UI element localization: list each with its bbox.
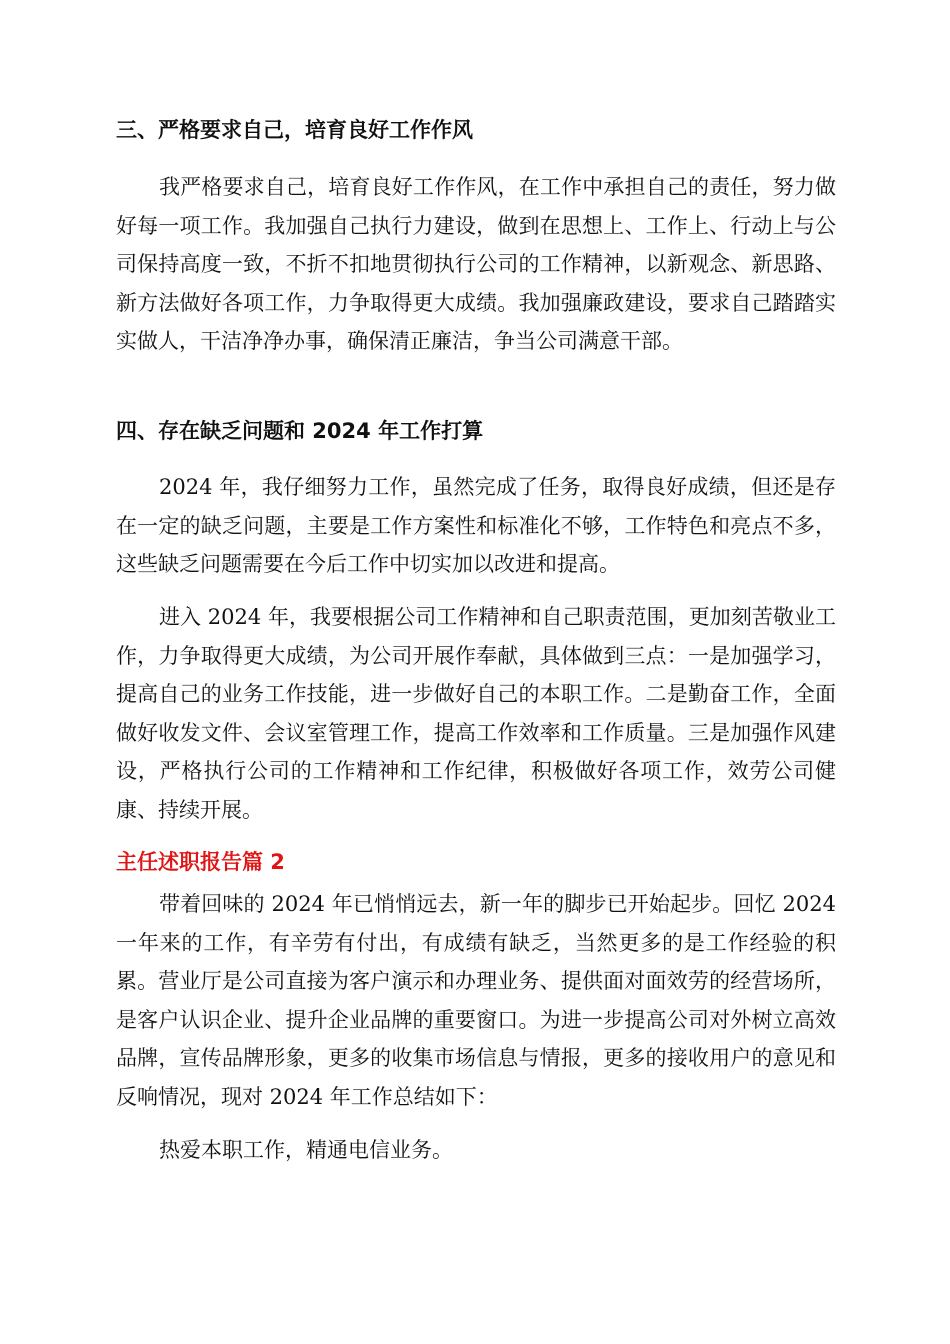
report-2-paragraph-2: 热爱本职工作，精通电信业务。 <box>159 1138 453 1162</box>
section-3-heading: 三、严格要求自己，培育良好工作作风 <box>116 118 473 142</box>
section-4-heading: 四、存在缺乏问题和 2024 年工作打算 <box>116 419 484 443</box>
section-3-paragraph: 我严格要求自己，培育良好工作作风，在工作中承担自己的责任，努力做好每一项工作。我加强自己执行力建设，做到在思想上、工作上、行动上与公司保持高度一致，不折不扣地贯彻执行公司的工作精神，以新观念、新思路、新方法做好各项工作，力争取得更大成绩。我加强廉政建设，要求自己踏踏实实做人，干洁净净办事，确保清正廉洁，争当公司满意干部。 <box>116 175 836 354</box>
report-2-body-2 <box>116 1131 836 1170</box>
report-2-paragraph-1: 带着回味的 2024 年已悄悄远去，新一年的脚步已开始起步。回忆 2024 一年来的工作，有辛劳有付出，有成绩有缺乏，当然更多的是工作经验的积累。营业厅是公司直接为客户演示和办理业务、提供面对面效劳的经营场所，是客户认识企业、提升企业品牌的重要窗口。为进一步提高公司对外树立高效品牌，宣传品牌形象，更多的收集市场信息与情报，更多的接收用户的意见和反响情况，现对 2024 年工作总结如下： <box>116 892 836 1109</box>
section-4-paragraph-1: 2024 年，我仔细努力工作，虽然完成了任务，取得良好成绩，但还是存在一定的缺乏问题，主要是工作方案性和标准化不够，工作特色和亮点不多，这些缺乏问题需要在今后工作中切实加以改进和提高。 <box>116 475 836 577</box>
section-4-body-1 <box>116 468 836 584</box>
report-2-body-1 <box>116 885 836 1117</box>
section-4-paragraph-2: 进入 2024 年，我要根据公司工作精神和自己职责范围，更加刻苦敬业工作，力争取得更大成绩，为公司开展作奉献，具体做到三点：一是加强学习，提高自己的业务工作技能，进一步做好自己的本职工作。二是勤奋工作，全面做好收发文件、会议室管理工作，提高工作效率和工作质量。三是加强作风建设，严格执行公司的工作精神和工作纪律，积极做好各项工作，效劳公司健康、持续开展。 <box>116 605 836 822</box>
section-4-body-2 <box>116 598 836 830</box>
section-3-body <box>116 168 836 361</box>
report-2-heading: 主任述职报告篇 2 <box>116 850 285 874</box>
